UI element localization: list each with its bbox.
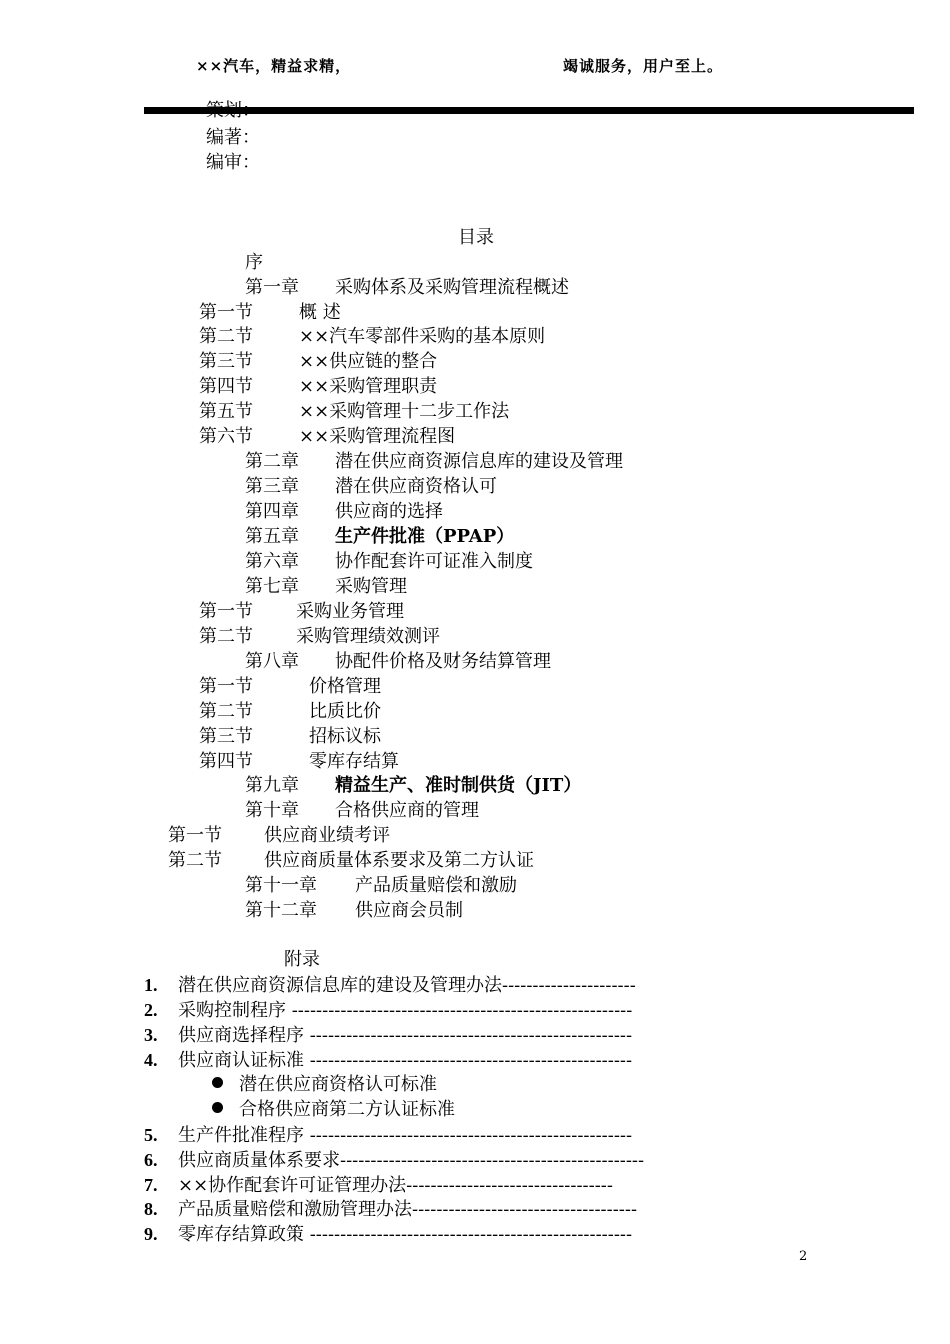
toc-entry[interactable] [199,626,440,648]
toc-text: 生产件批准（PPAP） [335,526,515,547]
appendix-num: 8. [144,1199,158,1219]
appendix-item[interactable] [144,1024,632,1047]
toc-text: 供应商质量体系要求及第二方认证 [264,850,534,871]
toc-entry[interactable] [199,376,437,398]
appendix-item[interactable] [144,974,636,997]
appendix-item[interactable] [144,1049,632,1072]
toc-entry[interactable] [245,651,551,673]
appendix-num: 1. [144,975,158,995]
appendix-text: 供应商选择程序 ----------------------------------------------------- [178,1025,633,1046]
toc-label: 第六节 [199,426,253,447]
toc-text: ××采购管理流程图 [299,426,456,447]
toc-text: 采购业务管理 [296,601,404,622]
appendix-text: 生产件批准程序 ----------------------------------------------------- [178,1125,633,1146]
appendix-item[interactable] [144,1124,632,1147]
toc-text: 潜在供应商资源信息库的建设及管理 [335,451,623,472]
toc-label: 第二节 [199,326,253,347]
toc-text: 供应商的选择 [335,501,443,522]
toc-entry[interactable] [199,751,399,773]
appendix-item[interactable] [144,1198,637,1221]
appendix-text: 采购控制程序 -------------------------------------------------------- [178,1000,633,1021]
toc-entry[interactable] [245,526,514,548]
appendix-item[interactable] [144,999,632,1022]
toc-text: 协作配套许可证准入制度 [335,551,533,572]
appendix-num: 7. [144,1175,158,1195]
toc-label: 第十一章 [245,875,317,896]
toc-text: 供应商会员制 [355,900,463,921]
toc-text: ××汽车零部件采购的基本原则 [299,326,546,347]
toc-label: 第五章 [245,526,299,547]
appendix-subitem[interactable] [212,1099,455,1121]
toc-label: 第二节 [168,850,222,871]
toc-entry[interactable] [199,401,509,423]
toc-label: 第二节 [199,626,253,647]
toc-entry[interactable] [199,426,455,448]
toc-label: 第三章 [245,476,299,497]
toc-entry[interactable] [245,451,623,473]
toc-label: 第四节 [199,751,253,772]
header-slogan-right: 竭诚服务，用户至上。 [563,57,724,75]
appendix-text: 供应商认证标准 ----------------------------------------------------- [178,1050,633,1071]
toc-label: 第五节 [199,401,253,422]
toc-text: 零库存结算 [309,751,399,772]
appendix-num: 5. [144,1125,158,1145]
toc-text: 合格供应商的管理 [335,800,479,821]
toc-label: 第一节 [199,601,253,622]
appendix-num: 2. [144,1000,158,1020]
toc-entry[interactable] [245,576,407,598]
credit-planning: 策划： [206,100,260,121]
toc-entry[interactable] [199,326,545,348]
toc-text: 产品质量赔偿和激励 [355,875,517,896]
toc-label: 第一节 [199,302,253,323]
toc-entry[interactable] [245,875,517,897]
appendix-title: 附录 [284,949,320,970]
appendix-subitem-text: 潜在供应商资格认可标准 [239,1074,437,1095]
toc-text: 采购管理绩效测评 [296,626,440,647]
toc-label: 第一节 [168,825,222,846]
toc-text: 概 述 [299,302,341,323]
appendix-text: 潜在供应商资源信息库的建设及管理办法---------------------- [178,975,636,996]
toc-entry[interactable] [245,551,533,573]
toc-text: 潜在供应商资格认可 [335,476,497,497]
toc-label: 第十二章 [245,900,317,921]
toc-label: 第十章 [245,800,299,821]
toc-entry[interactable] [199,601,404,623]
appendix-subitem-text: 合格供应商第二方认证标准 [239,1099,455,1120]
toc-entry[interactable] [168,850,534,872]
toc-label: 第八章 [245,651,299,672]
toc-text: 价格管理 [309,676,381,697]
bullet-icon [212,1102,223,1113]
toc-text: 供应商业绩考评 [264,825,390,846]
appendix-item[interactable] [144,1174,613,1197]
toc-text: 比质比价 [309,701,381,722]
toc-label: 第一章 [245,277,299,298]
toc-preface: 序 [245,252,263,273]
toc-text: 精益生产、准时制供货（JIT） [335,775,582,796]
credit-author: 编著： [206,127,260,148]
toc-label: 第三节 [199,351,253,372]
appendix-num: 4. [144,1050,158,1070]
header-slogan-left: ××汽车，精益求精， [196,57,352,75]
toc-label: 第四节 [199,376,253,397]
toc-entry[interactable] [199,302,341,324]
toc-text: ××采购管理职责 [299,376,438,397]
appendix-text: 产品质量赔偿和激励管理办法------------------------------------- [178,1199,638,1220]
toc-label: 第一节 [199,676,253,697]
appendix-text: ××协作配套许可证管理办法---------------------------------- [178,1175,613,1196]
toc-entry[interactable] [245,775,581,797]
toc-text: 采购管理 [335,576,407,597]
appendix-item[interactable] [144,1223,632,1246]
toc-entry[interactable] [199,676,381,698]
toc-label: 第六章 [245,551,299,572]
toc-text: ××供应链的整合 [299,351,438,372]
toc-label: 第四章 [245,501,299,522]
toc-label: 第三节 [199,726,253,747]
appendix-num: 6. [144,1150,158,1170]
page-number: 2 [799,1249,808,1264]
bullet-icon [212,1077,223,1088]
toc-title: 目录 [458,227,494,248]
toc-entry[interactable] [245,800,479,822]
appendix-item[interactable] [144,1149,644,1172]
toc-entry[interactable] [245,277,569,299]
appendix-text: 零库存结算政策 ----------------------------------------------------- [178,1224,633,1245]
toc-entry[interactable] [245,501,443,523]
toc-label: 第九章 [245,775,299,796]
toc-text: 招标议标 [309,726,381,747]
appendix-num: 3. [144,1025,158,1045]
appendix-subitem[interactable] [212,1074,437,1096]
toc-label: 第七章 [245,576,299,597]
appendix-num: 9. [144,1224,158,1244]
toc-entry[interactable] [199,726,381,748]
credit-reviewer: 编审： [206,152,260,173]
appendix-text: 供应商质量体系要求-------------------------------------------------- [178,1150,645,1171]
toc-entry[interactable] [168,825,390,847]
toc-label: 第二节 [199,701,253,722]
toc-entry[interactable] [245,900,463,922]
toc-text: 采购体系及采购管理流程概述 [335,277,569,298]
toc-entry[interactable] [199,701,381,723]
toc-label: 第二章 [245,451,299,472]
toc-entry[interactable] [245,476,497,498]
toc-text: ××采购管理十二步工作法 [299,401,510,422]
toc-text: 协配件价格及财务结算管理 [335,651,551,672]
toc-entry[interactable] [199,351,437,373]
